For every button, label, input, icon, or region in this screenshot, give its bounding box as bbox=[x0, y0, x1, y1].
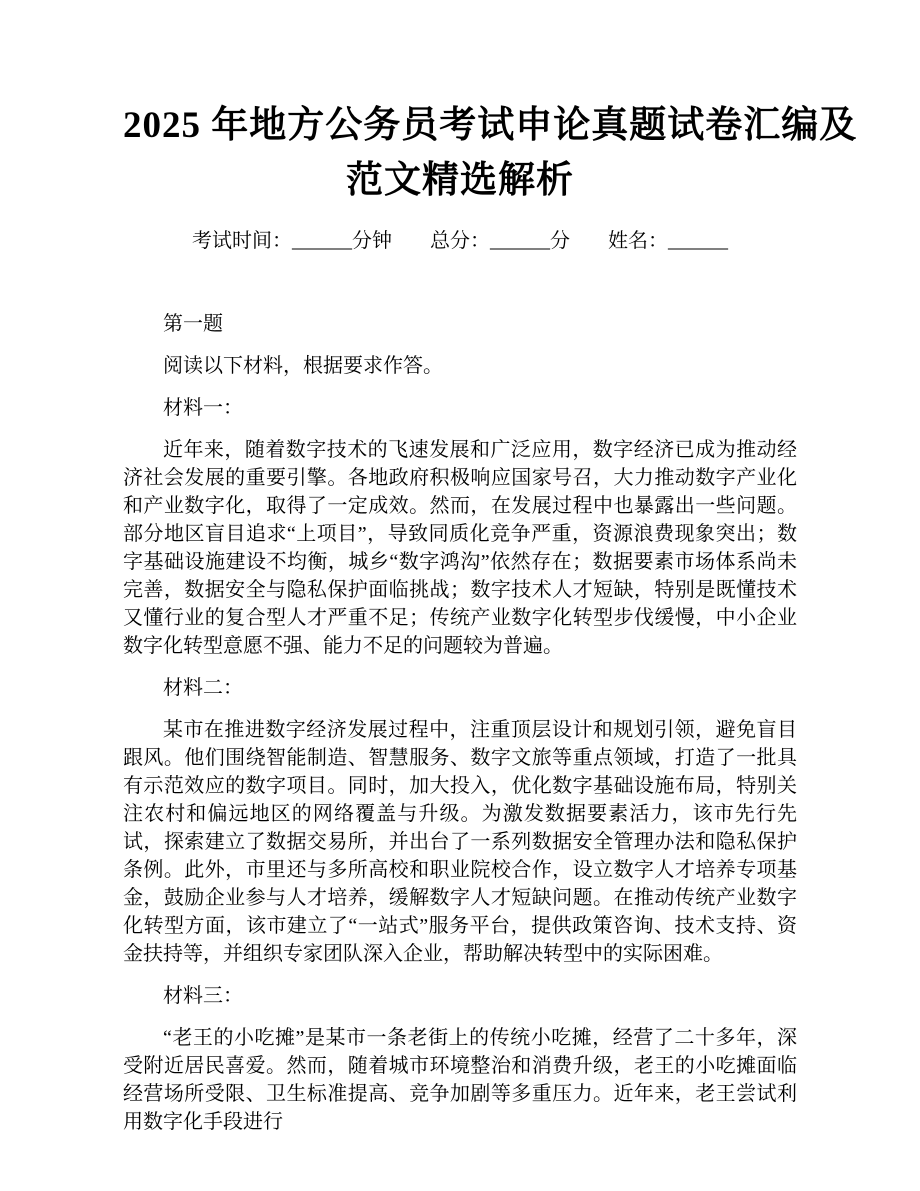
material-1-paragraph: 近年来，随着数字技术的飞速发展和广泛应用，数字经济已成为推动经济社会发展的重要引擎。各地政府积极响应国家号召，大力推动数字产业化和产业数字化，取得了一定成效。然而，在发展过程中也暴露出一些问题。部分地区盲目追求“上项目”，导致同质化竞争严重，资源浪费现象突出；数字基础设施建设不均衡，城乡“数字鸿沟”依然存在；数据要素市场体系尚未完善，数据安全与隐私保护面临挑战；数字技术人才短缺，特别是既懂技术又懂行业的复合型人才严重不足；传统产业数字化转型步伐缓慢，中小企业数字化转型意愿不强、能力不足的问题较为普遍。 bbox=[123, 439, 797, 657]
instruction-text: 阅读以下材料，根据要求作答。 bbox=[163, 355, 443, 377]
material-3-label: 材料三： bbox=[163, 985, 243, 1007]
document-title bbox=[123, 98, 858, 208]
name-field: 姓名：______ bbox=[608, 230, 728, 252]
title-line-2: 范文精选解析 bbox=[346, 160, 574, 201]
document-body bbox=[123, 310, 797, 1136]
material-2-paragraph: 某市在推进数字经济发展过程中，注重顶层设计和规划引领，避免盲目跟风。他们围绕智能制造、智慧服务、数字文旅等重点领域，打造了一批具有示范效应的数字项目。同时，加大投入，优化数字基础设施布局，特别关注农村和偏远地区的网络覆盖与升级。为激发数据要素活力，该市先行先试，探索建立了数据交易所，并出台了一系列数据安全管理办法和隐私保护条例。此外，市里还与多所高校和职业院校合作，设立数字人才培养专项基金，鼓励企业参与人才培养，缓解数字人才短缺问题。在推动传统产业数字化转型方面，该市建立了“一站式”服务平台，提供政策咨询、技术支持、资金扶持等，并组织专家团队深入企业，帮助解决转型中的实际困难。 bbox=[123, 719, 797, 965]
title-line-1: 2025 年地方公务员考试申论真题试卷汇编及 bbox=[123, 105, 858, 146]
exam-time-field: 考试时间：______分钟 bbox=[192, 230, 392, 252]
total-score-field: 总分：______分 bbox=[430, 230, 570, 252]
exam-info-line bbox=[123, 228, 797, 254]
material-3-paragraph: “老王的小吃摊”是某市一条老街上的传统小吃摊，经营了二十多年，深受附近居民喜爱。然而，随着城市环境整治和消费升级，老王的小吃摊面临经营场所受限、卫生标准提高、竞争加剧等多重压力。近年来，老王尝试利用数字化手段进行 bbox=[123, 1027, 797, 1133]
question-heading: 第一题 bbox=[163, 313, 223, 335]
material-1-label: 材料一： bbox=[163, 397, 243, 419]
material-2-label: 材料二： bbox=[163, 677, 243, 699]
